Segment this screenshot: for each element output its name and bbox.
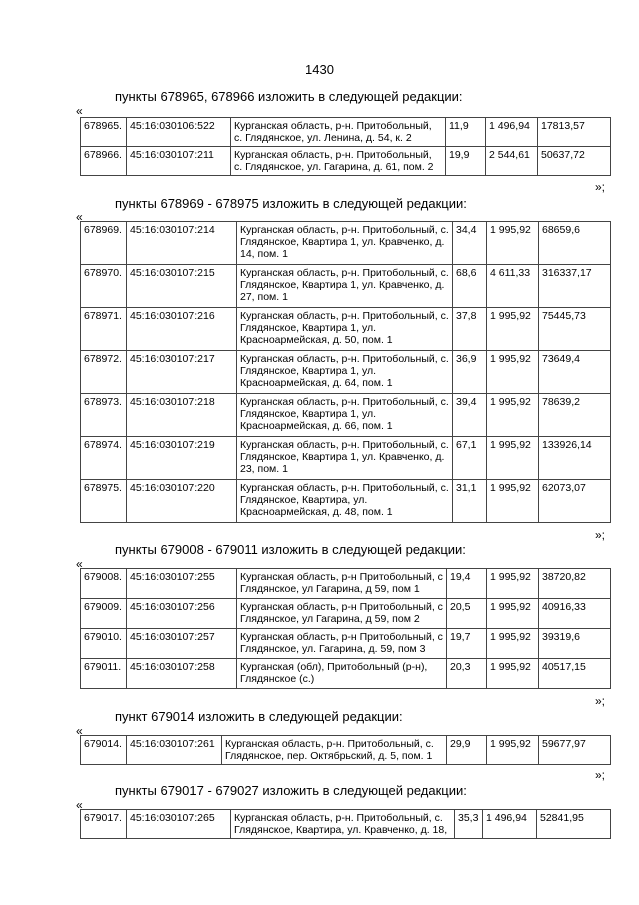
- table-row: [81, 480, 611, 523]
- table-row: [81, 222, 611, 265]
- cell-value: 62073,07: [539, 480, 611, 523]
- cell-cadastral: 45:16:030107:216: [127, 308, 237, 351]
- cell-number: 679011.: [81, 659, 127, 689]
- cell-address: Курганская (обл), Притобольный (р-н), Глядянское (с.): [237, 659, 447, 689]
- cell-cadastral: 45:16:030107:218: [127, 394, 237, 437]
- cell-number: 679008.: [81, 569, 127, 599]
- cell-rate: 1 995,92: [487, 569, 539, 599]
- quote-open: «: [76, 210, 83, 224]
- quote-close: »;: [595, 528, 606, 542]
- cell-rate: 1 496,94: [486, 118, 538, 147]
- cell-address: Курганская область, р-н. Притобольный, с. Глядянское, пер. Октябрьский, д. 5, пом. 1: [222, 736, 447, 765]
- cell-area: 11,9: [446, 118, 486, 147]
- cell-area: 35,3: [455, 810, 483, 839]
- cell-address: Курганская область, р-н. Притобольный, с. Глядянское, Квартира 1, ул. Кравченко, д. 23, пом. 1: [237, 437, 453, 480]
- cell-value: 68659,6: [539, 222, 611, 265]
- cell-address: Курганская область, р-н. Притобольный, с. Глядянское, Квартира 1, ул. Красноармейская, д. 66, пом. 1: [237, 394, 453, 437]
- cell-address: Курганская область, р-н. Притобольный, с. Глядянское, Квартира, ул. Кравченко, д. 18,: [231, 810, 455, 839]
- cell-area: 31,1: [453, 480, 487, 523]
- cell-number: 678971.: [81, 308, 127, 351]
- cell-value: 52841,95: [537, 810, 611, 839]
- cell-number: 678974.: [81, 437, 127, 480]
- cell-address: Курганская область, р-н Притобольный, с Глядянское, ул Гагарина, д 59, пом 2: [237, 599, 447, 629]
- cell-number: 678969.: [81, 222, 127, 265]
- cell-number: 678973.: [81, 394, 127, 437]
- cell-address: Курганская область, р-н Притобольный, с Глядянское, ул. Гагарина, д. 59, пом 3: [237, 629, 447, 659]
- cell-cadastral: 45:16:030107:219: [127, 437, 237, 480]
- cell-cadastral: 45:16:030107:261: [127, 736, 222, 765]
- cell-rate: 1 995,92: [487, 599, 539, 629]
- cell-number: 679010.: [81, 629, 127, 659]
- cell-number: 679009.: [81, 599, 127, 629]
- cell-rate: 1 995,92: [487, 394, 539, 437]
- cell-rate: 1 995,92: [487, 308, 539, 351]
- cell-area: 37,8: [453, 308, 487, 351]
- cell-area: 68,6: [453, 265, 487, 308]
- cell-address: Курганская область, р-н. Притобольный, с. Глядянское, ул. Ленина, д. 54, к. 2: [231, 118, 446, 147]
- table-row: [81, 308, 611, 351]
- cell-address: Курганская область, р-н. Притобольный, с. Глядянское, ул. Гагарина, д. 61, пом. 2: [231, 147, 446, 176]
- quote-open: «: [76, 724, 83, 738]
- cell-rate: 1 995,92: [487, 222, 539, 265]
- cell-rate: 4 611,33: [487, 265, 539, 308]
- cell-area: 34,4: [453, 222, 487, 265]
- registry-table: [80, 735, 611, 765]
- cell-number: 678965.: [81, 118, 127, 147]
- cell-number: 678975.: [81, 480, 127, 523]
- cell-number: 678970.: [81, 265, 127, 308]
- quote-open: «: [76, 104, 83, 118]
- cell-value: 133926,14: [539, 437, 611, 480]
- table-row: [81, 118, 611, 147]
- cell-cadastral: 45:16:030107:258: [127, 659, 237, 689]
- cell-value: 73649,4: [539, 351, 611, 394]
- cell-area: 20,3: [447, 659, 487, 689]
- cell-cadastral: 45:16:030107:211: [127, 147, 231, 176]
- cell-rate: 2 544,61: [486, 147, 538, 176]
- cell-rate: 1 995,92: [487, 629, 539, 659]
- table-row: [81, 265, 611, 308]
- table-row: [81, 569, 611, 599]
- cell-value: 17813,57: [538, 118, 611, 147]
- cell-cadastral: 45:16:030107:220: [127, 480, 237, 523]
- cell-cadastral: 45:16:030107:265: [127, 810, 231, 839]
- cell-rate: 1 995,92: [487, 736, 539, 765]
- cell-cadastral: 45:16:030107:214: [127, 222, 237, 265]
- cell-value: 39319,6: [539, 629, 611, 659]
- quote-close: »;: [595, 768, 606, 782]
- table-row: [81, 629, 611, 659]
- quote-close: »;: [595, 180, 606, 194]
- registry-table: [80, 117, 611, 176]
- cell-address: Курганская область, р-н Притобольный, с Глядянское, ул Гагарина, д 59, пом 1: [237, 569, 447, 599]
- table-row: [81, 351, 611, 394]
- cell-number: 679017.: [81, 810, 127, 839]
- cell-address: Курганская область, р-н. Притобольный, с. Глядянское, Квартира 1, ул. Красноармейская, д. 64, пом. 1: [237, 351, 453, 394]
- section-heading: пункты 679008 - 679011 изложить в следующей редакции:: [115, 542, 466, 557]
- cell-address: Курганская область, р-н. Притобольный, с. Глядянское, Квартира 1, ул. Красноармейская, д. 50, пом. 1: [237, 308, 453, 351]
- cell-area: 19,7: [447, 629, 487, 659]
- cell-value: 40916,33: [539, 599, 611, 629]
- cell-value: 50637,72: [538, 147, 611, 176]
- cell-cadastral: 45:16:030107:215: [127, 265, 237, 308]
- cell-number: 678972.: [81, 351, 127, 394]
- page-number: 1430: [305, 62, 334, 77]
- section-heading: пункт 679014 изложить в следующей редакции:: [115, 709, 403, 724]
- cell-value: 75445,73: [539, 308, 611, 351]
- cell-number: 678966.: [81, 147, 127, 176]
- cell-area: 19,4: [447, 569, 487, 599]
- cell-area: 39,4: [453, 394, 487, 437]
- cell-rate: 1 995,92: [487, 480, 539, 523]
- cell-cadastral: 45:16:030107:256: [127, 599, 237, 629]
- cell-address: Курганская область, р-н. Притобольный, с. Глядянское, Квартира 1, ул. Кравченко, д. 14, пом. 1: [237, 222, 453, 265]
- table-row: [81, 147, 611, 176]
- table-row: [81, 437, 611, 480]
- cell-number: 679014.: [81, 736, 127, 765]
- cell-value: 38720,82: [539, 569, 611, 599]
- cell-area: 20,5: [447, 599, 487, 629]
- registry-table: [80, 221, 611, 523]
- cell-value: 40517,15: [539, 659, 611, 689]
- quote-open: «: [76, 798, 83, 812]
- cell-cadastral: 45:16:030107:255: [127, 569, 237, 599]
- registry-table: [80, 809, 611, 839]
- cell-value: 78639,2: [539, 394, 611, 437]
- section-heading: пункты 678965, 678966 изложить в следующей редакции:: [115, 89, 463, 104]
- table-row: [81, 599, 611, 629]
- cell-value: 59677,97: [539, 736, 611, 765]
- section-heading: пункты 679017 - 679027 изложить в следующей редакции:: [115, 783, 467, 798]
- table-row: [81, 736, 611, 765]
- cell-address: Курганская область, р-н. Притобольный, с. Глядянское, Квартира 1, ул. Кравченко, д. 27, пом. 1: [237, 265, 453, 308]
- table-row: [81, 394, 611, 437]
- cell-cadastral: 45:16:030107:217: [127, 351, 237, 394]
- cell-area: 67,1: [453, 437, 487, 480]
- cell-area: 29,9: [447, 736, 487, 765]
- cell-rate: 1 995,92: [487, 437, 539, 480]
- table-row: [81, 810, 611, 839]
- cell-rate: 1 995,92: [487, 351, 539, 394]
- cell-area: 19,9: [446, 147, 486, 176]
- cell-cadastral: 45:16:030107:257: [127, 629, 237, 659]
- quote-close: »;: [595, 694, 606, 708]
- registry-table: [80, 568, 611, 689]
- section-heading: пункты 678969 - 678975 изложить в следующей редакции:: [115, 196, 467, 211]
- cell-rate: 1 995,92: [487, 659, 539, 689]
- cell-rate: 1 496,94: [483, 810, 537, 839]
- table-row: [81, 659, 611, 689]
- cell-value: 316337,17: [539, 265, 611, 308]
- cell-cadastral: 45:16:030106:522: [127, 118, 231, 147]
- quote-open: «: [76, 557, 83, 571]
- cell-address: Курганская область, р-н. Притобольный, с. Глядянское, Квартира, ул. Красноармейская, д. 48, пом. 1: [237, 480, 453, 523]
- cell-area: 36,9: [453, 351, 487, 394]
